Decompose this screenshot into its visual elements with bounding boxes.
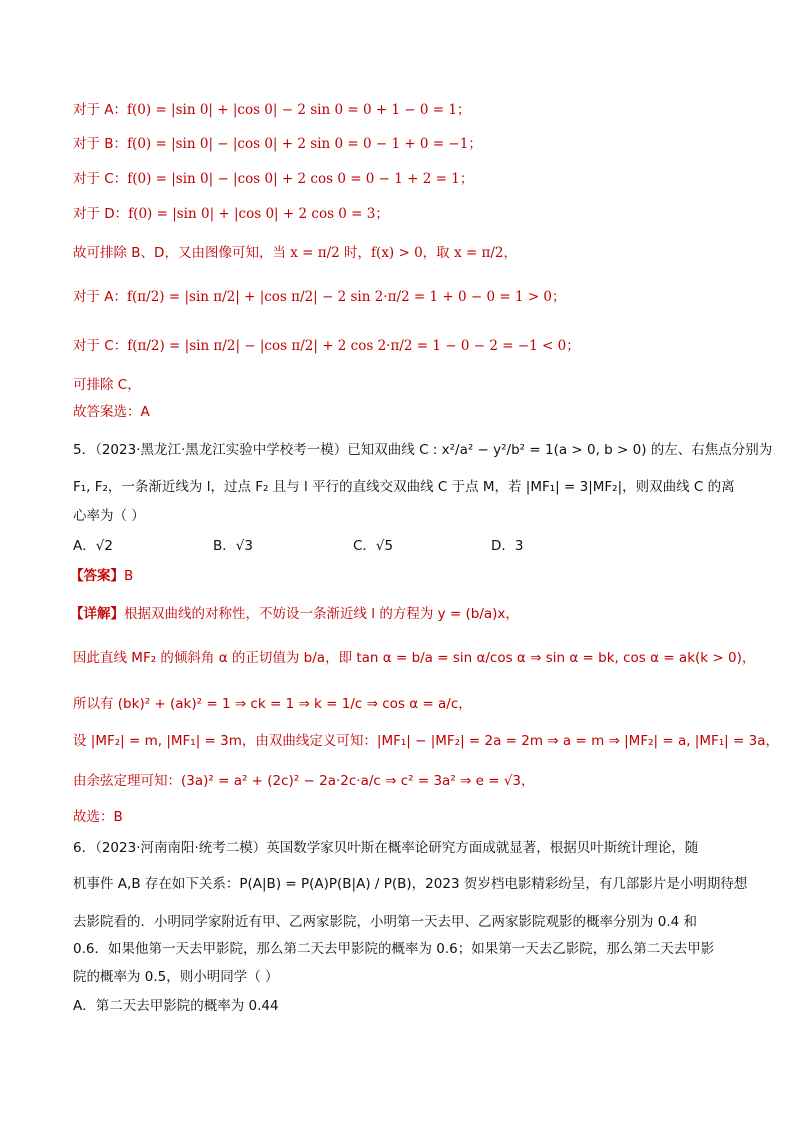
- detail-line-2: 因此直线 MF₂ 的倾斜角 α 的正切值为 b/a，即 tan α = b/a = sin α/cos α ⇒ sin α = bk, cos α = ak(k > 0)，: [73, 650, 756, 666]
- solution-line-a2: [73, 287, 734, 307]
- line-label: 可排除 C，: [73, 377, 141, 393]
- final-answer: 故选：B: [73, 809, 123, 825]
- answer-value: B: [124, 568, 134, 584]
- answer-tag: 【答案】: [70, 568, 124, 584]
- line-label: 对于 A：: [73, 102, 128, 118]
- question-5-line-1: 5．（2023·黑龙江·黑龙江实验中学校考一模）已知双曲线 C : x²/a² − y²/b² = 1(a > 0, b > 0) 的左、右焦点分别为: [73, 442, 773, 458]
- answer-line: [70, 566, 734, 586]
- line-label: 对于 C：: [73, 171, 128, 187]
- question-6-line-3: 去影院看的．小明同学家附近有甲、乙两家影院，小明第一天去甲、乙两家影院观影的概率分别为 0.4 和: [73, 914, 698, 930]
- choice-b: B．√3: [213, 538, 253, 554]
- question-5-choices: [73, 536, 734, 556]
- detail-line-1: [70, 604, 734, 624]
- solution-line-c2: [73, 336, 734, 356]
- math-expression: f(0) = |sin 0| + |cos 0| − 2 sin 0 = 0 + 1 − 0 = 1；: [127, 102, 471, 118]
- detail-text: 根据双曲线的对称性，不妨设一条渐近线 l 的方程为 y = (b/a)x，: [124, 606, 519, 622]
- choice-a: A．√2: [73, 538, 113, 554]
- math-expression: f(0) = |sin 0| − |cos 0| + 2 sin 0 = 0 − 1 + 0 = −1；: [127, 136, 482, 152]
- question-6-line-5: 院的概率为 0.5，则小明同学（ ）: [73, 969, 279, 985]
- solution-answer-line: [73, 402, 734, 422]
- math-expression: f(π/2) = |sin π/2| − |cos π/2| + 2 cos 2·π/2 = 1 − 0 − 2 = −1 < 0；: [127, 338, 580, 354]
- question-5-line-2: F₁, F₂，一条渐近线为 l，过点 F₂ 且与 l 平行的直线交双曲线 C 于点 M，若 |MF₁| = 3|MF₂|，则双曲线 C 的离: [73, 479, 735, 495]
- choice-c: C．√5: [353, 538, 394, 554]
- question-5-line-3: 心率为（ ）: [73, 508, 145, 524]
- question-6-choice-a: A．第二天去甲影院的概率为 0.44: [73, 998, 279, 1014]
- line-label: 对于 A：: [73, 289, 128, 305]
- solution-line-b: [73, 134, 734, 154]
- line-label: 故答案选：A: [73, 404, 150, 420]
- solution-line-exclude-c: [73, 375, 734, 395]
- math-expression: f(π/2) = |sin π/2| + |cos π/2| − 2 sin 2·π/2 = 1 + 0 − 0 = 1 > 0；: [127, 289, 566, 305]
- question-6-line-2: 机事件 A,B 存在如下关系：P(A|B) = P(A)P(B|A) / P(B)，2023 贺岁档电影精彩纷呈，有几部影片是小明期待想: [73, 876, 748, 892]
- solution-line-exclude: [73, 243, 734, 263]
- choice-d: D．3: [491, 538, 524, 554]
- detail-line-5: 由余弦定理可知：(3a)² = a² + (2c)² − 2a·2c·a/c ⇒ c² = 3a² ⇒ e = √3，: [73, 773, 535, 789]
- line-label: 对于 B：: [73, 136, 128, 152]
- detail-line-3: 所以有 (bk)² + (ak)² = 1 ⇒ ck = 1 ⇒ k = 1/c ⇒ cos α = a/c，: [73, 696, 472, 712]
- math-expression: f(0) = |sin 0| − |cos 0| + 2 cos 0 = 0 − 1 + 2 = 1；: [127, 171, 474, 187]
- math-expression: x = π/2 时，f(x) > 0，取 x = π/2，: [290, 245, 517, 261]
- line-label: 对于 D：: [73, 206, 129, 222]
- solution-line-c: [73, 169, 734, 189]
- question-6-line-4: 0.6．如果他第一天去甲影院，那么第二天去甲影院的概率为 0.6；如果第一天去乙影院，那么第二天去甲影: [73, 941, 715, 957]
- detail-tag: 【详解】: [70, 606, 124, 622]
- math-expression: f(0) = |sin 0| + |cos 0| + 2 cos 0 = 3；: [128, 206, 389, 222]
- line-label: 对于 C：: [73, 338, 128, 354]
- detail-line-4: 设 |MF₂| = m, |MF₁| = 3m，由双曲线定义可知：|MF₁| − |MF₂| = 2a = 2m ⇒ a = m ⇒ |MF₂| = a, |MF₁| = 3a，: [73, 733, 779, 749]
- question-6-line-1: 6．（2023·河南南阳·统考二模）英国数学家贝叶斯在概率论研究方面成就显著，根据贝叶斯统计理论，随: [73, 840, 699, 856]
- solution-line-a: [73, 100, 734, 120]
- line-label: 故可排除 B、D，又由图像可知，当: [73, 245, 291, 261]
- solution-line-d: [73, 204, 734, 224]
